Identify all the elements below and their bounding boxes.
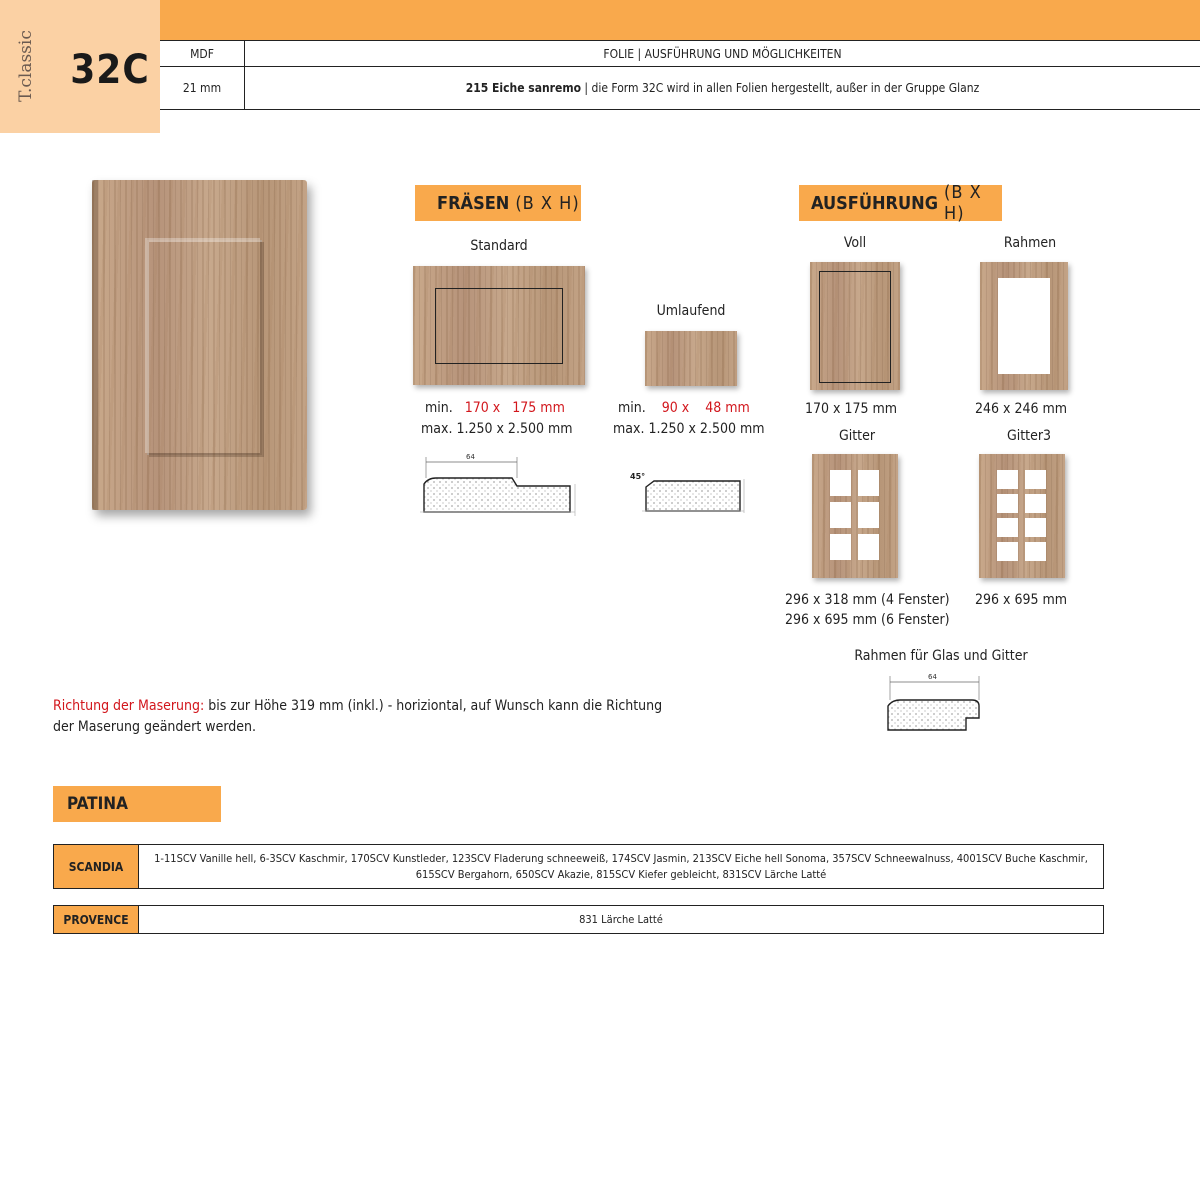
fraesen-title-text: FRÄSEN: [437, 192, 510, 214]
standard-min-size: [425, 400, 565, 416]
grain-direction-label: Richtung der Maserung:: [53, 698, 205, 714]
umlaufend-min-prefix: min.: [618, 400, 646, 416]
model-code: 32C: [70, 47, 150, 93]
gitter-pane: [858, 470, 879, 496]
spec-description: [245, 67, 1200, 110]
gitter3-size: 296 x 695 mm: [975, 592, 1068, 608]
umlaufend-max-size: max. 1.250 x 2.500 mm: [613, 421, 765, 437]
spec-table: [160, 40, 1200, 110]
ausfuehrung-title-text: AUSFÜHRUNG: [811, 192, 939, 214]
spec-thickness: 21 mm: [160, 67, 245, 110]
rahmen-label: Rahmen: [1003, 235, 1057, 251]
standard-profile-dim: 64: [466, 453, 475, 461]
gitter-pane: [858, 534, 879, 560]
gitter-pane: [830, 534, 851, 560]
umlaufend-sample-image: [645, 331, 737, 386]
spec-header-material: MDF: [160, 41, 245, 67]
gitter-pane: [830, 502, 851, 528]
patina-value-provence: 831 Lärche Latté: [579, 912, 663, 926]
patina-row-provence: [53, 905, 1104, 934]
standard-milling-outline: [435, 288, 563, 364]
gitter3-pane: [1025, 542, 1046, 561]
patina-key-scandia: SCANDIA: [54, 845, 139, 888]
umlaufend-label: Umlaufend: [656, 303, 726, 319]
standard-label: Standard: [470, 238, 528, 254]
standard-max-size: max. 1.250 x 2.500 mm: [421, 421, 573, 437]
header-bar: [160, 0, 1200, 40]
patina-value-scandia-line1: 1-11SCV Vanille hell, 6-3SCV Kaschmir, 170SCV Kunstleder, 123SCV Fladerung schneeweiß, 174SCV Jasmin, 213SCV Eiche hell Sonoma, 357SCV Schneewalnuss, 4001SCV Buche Kaschmir,: [154, 851, 1088, 865]
gitter3-pane: [997, 542, 1018, 561]
brand-logo: T.classic: [16, 30, 36, 102]
gitter-pane: [830, 470, 851, 496]
door-panel-milling: [147, 240, 262, 455]
standard-min-prefix: min.: [425, 400, 453, 416]
grain-direction-note: [53, 696, 703, 738]
gitter3-pane: [997, 518, 1018, 537]
gitter-pane: [858, 502, 879, 528]
ausfuehrung-title: [799, 182, 1002, 224]
rahmen-size: 246 x 246 mm: [975, 401, 1068, 417]
patina-row-scandia: [53, 844, 1104, 889]
gitter-size-6: 296 x 695 mm (6 Fenster): [785, 612, 950, 628]
standard-profile-drawing: [420, 450, 580, 520]
voll-sample-image: [810, 262, 900, 390]
gitter3-pane: [1025, 470, 1046, 489]
fraesen-title: [415, 185, 581, 221]
rahmen-glas-label: Rahmen für Glas und Gitter: [854, 648, 1028, 664]
spec-description-bold: 215 Eiche sanremo: [465, 81, 581, 95]
gitter-size-4: 296 x 318 mm (4 Fenster): [785, 592, 950, 608]
grain-direction-text: bis zur Höhe 319 mm (inkl.) - horiziontal, auf Wunsch kann die Richtung: [204, 698, 663, 714]
spec-header-folie: FOLIE | AUSFÜHRUNG UND MÖGLICHKEITEN: [245, 41, 1200, 67]
gitter3-pane: [997, 494, 1018, 513]
gitter3-pane: [1025, 518, 1046, 537]
fraesen-title-dim: (B X H): [515, 192, 580, 214]
gitter-sample-image: [812, 454, 898, 578]
rahmen-glass-opening: [998, 278, 1050, 374]
umlaufend-profile-angle: 45°: [630, 472, 646, 481]
standard-min-height: 175 mm: [512, 400, 565, 416]
gitter3-pane: [1025, 494, 1046, 513]
rahmen-sample-image: [980, 262, 1068, 390]
rahmen-glas-profile-drawing: [884, 670, 994, 736]
voll-label: Voll: [843, 235, 867, 251]
patina-title: PATINA: [53, 786, 221, 822]
voll-milling-outline: [819, 271, 891, 383]
voll-size: 170 x 175 mm: [805, 401, 898, 417]
gitter3-pane: [997, 470, 1018, 489]
umlaufend-min-height: 48 mm: [705, 400, 750, 416]
patina-value-scandia-line2: 615SCV Bergahorn, 650SCV Akazie, 815SCV Kiefer gebleicht, 831SCV Lärche Latté: [415, 867, 827, 881]
door-preview-image: [92, 180, 307, 510]
grain-direction-text-2: der Maserung geändert werden.: [53, 719, 256, 735]
standard-sample-image: [413, 266, 585, 385]
patina-value-scandia: [139, 845, 1103, 888]
gitter-label: Gitter: [838, 428, 876, 444]
standard-min-width: 170 x: [464, 400, 501, 416]
umlaufend-profile-drawing: [628, 465, 748, 520]
gitter3-label: Gitter3: [1006, 428, 1052, 444]
rahmen-glas-profile-dim: 64: [928, 673, 937, 681]
umlaufend-min-width: 90 x: [661, 400, 690, 416]
gitter3-sample-image: [979, 454, 1065, 578]
ausfuehrung-title-dim: (B X H): [944, 182, 982, 224]
umlaufend-min-size: [618, 400, 750, 416]
spec-description-rest: | die Form 32C wird in allen Folien hergestellt, außer in der Gruppe Glanz: [581, 81, 980, 95]
patina-key-provence: PROVENCE: [54, 906, 139, 933]
door-edge: [92, 180, 98, 510]
